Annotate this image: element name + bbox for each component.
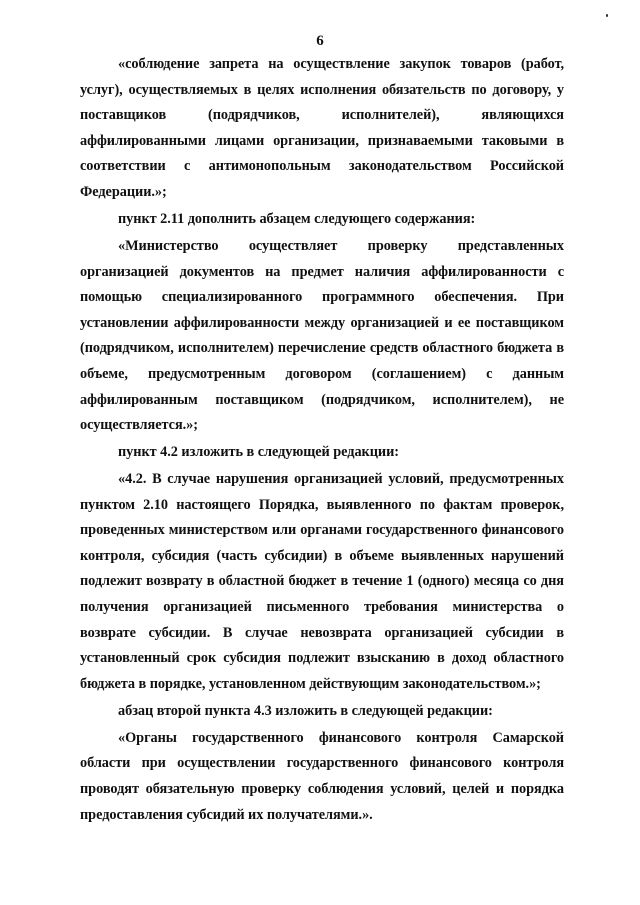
paragraph-financial-control: «Органы государственного финансового контроля Самарской области при осуществлении государственного финансового контроля проводят обязательную проверку соблюдения условий, целей и порядка предоставления субсидий их получателями.».	[80, 729, 564, 823]
page-number: 6	[316, 33, 324, 49]
paragraph-clause-4-2: «4.2. В случае нарушения организацией условий, предусмотренных пунктом 2.10 настоящего Порядка, выявленного по фактам проверок, проведенных министерством или органами государственного финансового контроля, субсидия (часть субсидии) в объеме выявленных нарушений подлежит возврату в областной бюджет в течение 1 (одного) месяца со дня получения организацией письменного требования министерства о возврате субсидии. В случае невозврата организацией субсидии в установленный срок субсидия подлежит взысканию в доход областного бюджета в порядке, установленном действующим законодательством.»;	[80, 471, 564, 692]
paragraph-amend-4-2: пункт 4.2 изложить в следующей редакции:	[118, 444, 400, 461]
paragraph-amend-2-11: пункт 2.11 дополнить абзацем следующего содержания:	[118, 210, 476, 227]
paragraph-affiliated-ban-clause: «соблюдение запрета на осуществление закупок товаров (работ, услуг), осуществляемых в целях исполнения обязательств по договору, у поставщиков (подрядчиков, исполнителей), являющихся аффилированными лицами организации, признаваемыми таковыми в соответствии с антимонопольным законодательством Российской Федерации.»;	[80, 56, 564, 200]
paragraph-amend-4-3: абзац второй пункта 4.3 изложить в следующей редакции:	[118, 702, 493, 719]
scan-speck	[606, 14, 608, 17]
document-body	[80, 52, 564, 830]
paragraph-ministry-verification: «Министерство осуществляет проверку представленных организацией документов на предмет наличия аффилированности с помощью специализированного программного обеспечения. При установлении аффилированности между организацией и ее поставщиком (подрядчиком, исполнителем) перечисление средств областного бюджета в объеме, предусмотренным договором (соглашением) с данным аффилированным поставщиком (подрядчиком, исполнителем), не осуществляется.»;	[80, 237, 564, 434]
